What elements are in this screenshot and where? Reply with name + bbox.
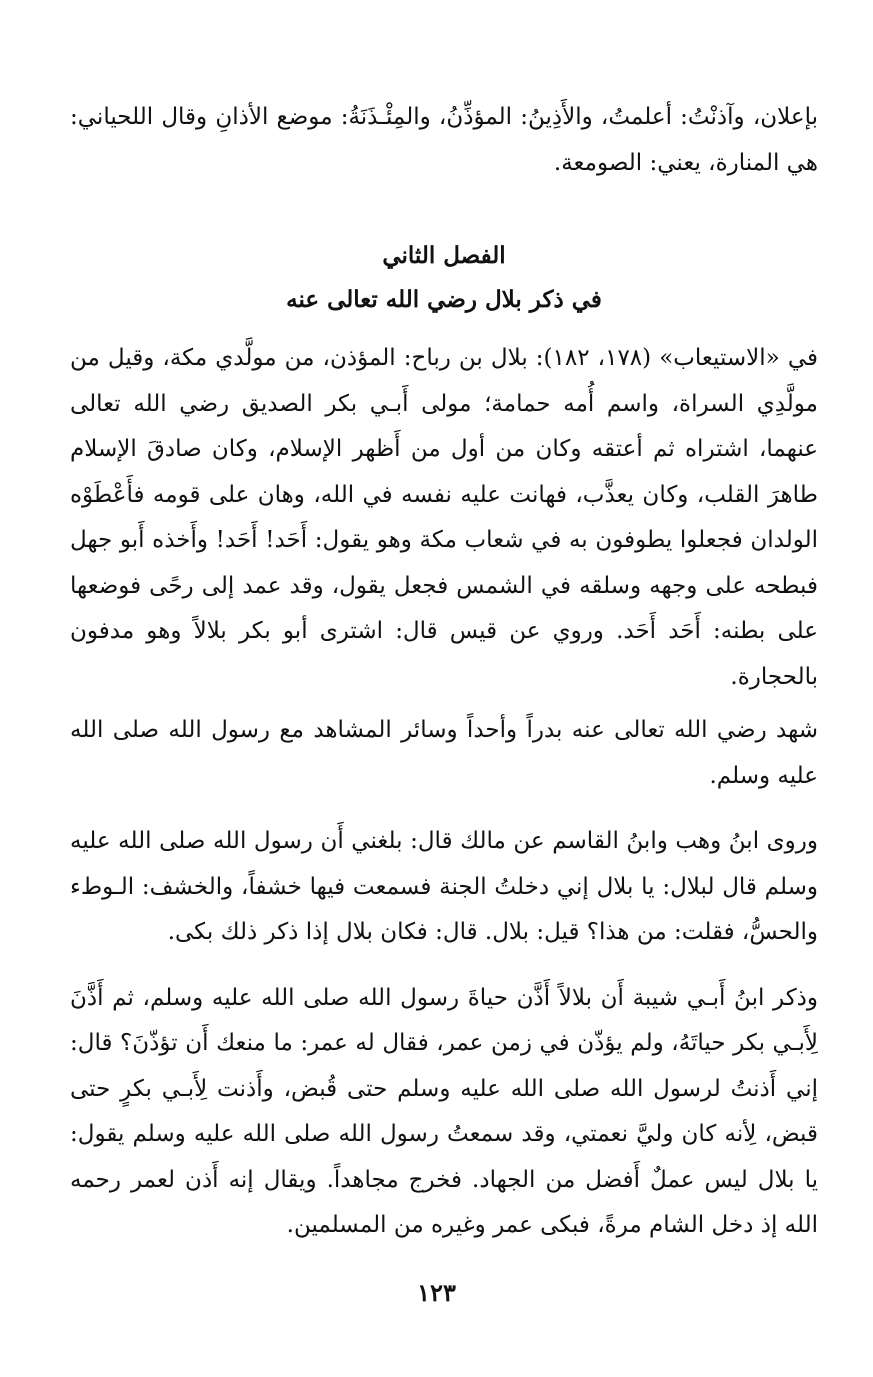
paragraph-battles: شهد رضي الله تعالى عنه بدراً وأحداً وسائر المشاهد مع رسول الله صلى الله عليه وسلم. xyxy=(70,717,818,789)
top-paragraph: بإعلان، وآذنْتُ: أعلمتُ، والأَذِينُ: المؤذِّنُ، والمِئْـذَنَةُ: موضع الأذانِ وقال اللحياني: هي المنارة، يعني: الصومعة. xyxy=(70,104,818,176)
page-number: ١٢٣ xyxy=(417,1278,456,1307)
paragraph-adhan-story: وذكر ابنُ أَبـي شيبة أَن بلالاً أَذَّن حياةَ رسول الله صلى الله عليه وسلم، ثم أَذَّنَ لِأَبـي بكر حياتَهُ، ولم يؤذّن في زمن عمر، فقال له عمر: ما منعك أَن تؤذّنَ؟ قال: إني أَذنتُ لرسول الله صلى الله عليه وسلم حتى قُبض، وأَذنت لِأَبـي بكرٍ حتى قبض، لِأنه كان وليَّ نعمتي، وقد سمعتُ رسول الله صلى الله عليه وسلم يقول: يا بلال ليس عملٌ أَفضل من الجهاد. فخرج مجاهداً. ويقال إنه أَذن لعمر رحمه الله إذ دخل الشام مرةً، فبكى عمر وغيره من المسلمين. xyxy=(70,984,818,1238)
book-page xyxy=(70,95,818,1355)
paragraph-paradise-hadith: وروى ابنُ وهب وابنُ القاسم عن مالك قال: بلغني أَن رسول الله صلى الله عليه وسلم قال لبلال: يا بلال إني دخلتُ الجنة فسمعت فيها خشفاً، والخشف: الـوطء والحسُّ، فقلت: من هذا؟ قيل: بلال. قال: فكان بلال إذا ذكر ذلك بكى. xyxy=(70,828,818,945)
paragraph-bilal-biography: في «الاستيعاب» (١٧٨، ١٨٢): بلال بن رباح: المؤذن، من مولَّدي مكة، وقيل من مولَّدِي السراة، واسم أُمه حمامة؛ مولى أَبـي بكر الصديق رضي الله تعالى عنهما، اشتراه ثم أعتقه وكان من أول من أَظهر الإسلام، وكان صادقَ الإسلام طاهرَ القلب، وكان يعذَّب، فهانت عليه نفسه في الله، وهان على قومه فأَعْطَوْه الولدان فجعلوا يطوفون به في شعاب مكة وهو يقول: أَحَد! أَحَد! وأَخذه أَبو جهل فبطحه على وجهه وسلقه في الشمس فجعل يقول، وقد عمد إلى رحًى فوضعها على بطنه: أَحَد أَحَد. وروي عن قيس قال: اشترى أبو بكر بلالاً وهو مدفون بالحجارة. xyxy=(70,345,818,690)
chapter-heading-block xyxy=(70,234,818,322)
chapter-subheading: في ذكر بلال رضي الله تعالى عنه xyxy=(286,286,602,313)
chapter-heading: الفصل الثاني xyxy=(382,242,506,269)
